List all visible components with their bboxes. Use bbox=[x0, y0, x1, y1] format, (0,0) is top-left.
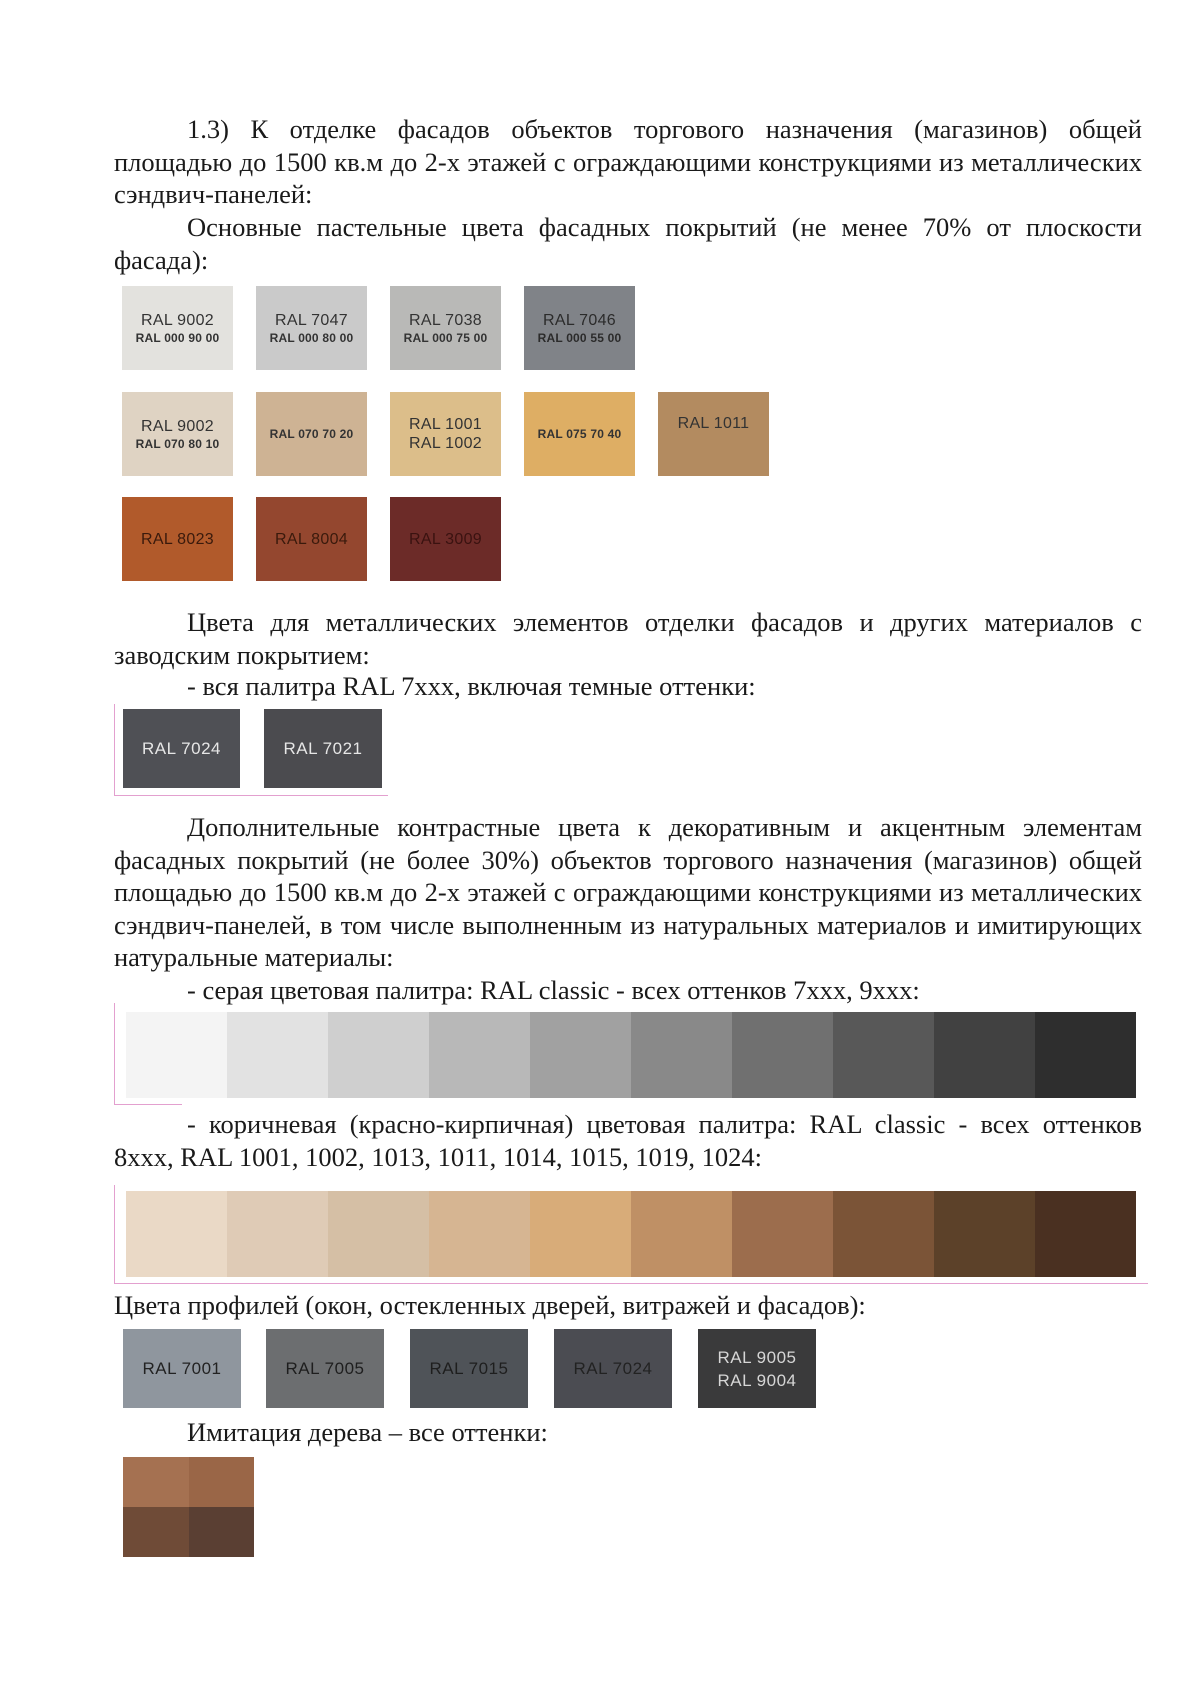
wood-tile bbox=[189, 1457, 255, 1507]
swatch-ral-070-70-20 bbox=[256, 392, 367, 476]
wood-tile bbox=[189, 1507, 255, 1557]
swatch-ral-8023 bbox=[122, 497, 233, 581]
paragraph-brown-palette: - коричневая (красно-кирпичная) цветовая палитра: RAL classic - всех оттенков 8xxx, RAL 1001, 1002, 1013, 1011, 1014, 1015, 1019, 1024: bbox=[114, 1109, 1142, 1172]
gray-palette-cell bbox=[429, 1012, 530, 1098]
swatch-label: RAL 1001 bbox=[409, 416, 482, 433]
swatch-ral-7015-profile bbox=[410, 1329, 528, 1408]
brown-palette-cell bbox=[530, 1191, 631, 1277]
swatch-sublabel: RAL 000 55 00 bbox=[537, 330, 622, 345]
swatch-label-second: RAL 9004 bbox=[717, 1370, 797, 1390]
brown-palette-cell bbox=[833, 1191, 934, 1277]
swatch-ral-7005-profile bbox=[266, 1329, 384, 1408]
brown-palette-cell bbox=[126, 1191, 227, 1277]
swatch-label: RAL 7046 bbox=[543, 311, 616, 329]
gray-palette-cell bbox=[530, 1012, 631, 1098]
swatch-label: RAL 9002 bbox=[141, 311, 214, 329]
pink-guide-line bbox=[114, 795, 388, 796]
paragraph-pastel-colors: Основные пастельные цвета фасадных покрытий (не менее 70% от плоскости фасада): bbox=[114, 212, 1142, 275]
brown-palette-cell bbox=[934, 1191, 1035, 1277]
swatch-ral-9005-profile bbox=[698, 1329, 816, 1408]
gray-palette-cell bbox=[126, 1012, 227, 1098]
brown-palette-cell bbox=[732, 1191, 833, 1277]
swatch-sublabel: RAL 070 80 10 bbox=[135, 436, 220, 451]
pink-guide-line bbox=[114, 704, 115, 796]
swatch-ral-075-70-40 bbox=[524, 392, 635, 476]
swatch-sublabel: RAL 000 75 00 bbox=[403, 330, 488, 345]
swatch-label: RAL 7005 bbox=[285, 1359, 365, 1378]
gray-palette-strip bbox=[126, 1012, 1136, 1098]
gray-palette-cell bbox=[732, 1012, 833, 1098]
swatch-label: RAL 8023 bbox=[141, 530, 214, 548]
pink-guide-line bbox=[114, 1185, 115, 1284]
swatch-label: RAL 7021 bbox=[283, 739, 363, 758]
swatch-label-second: RAL 1002 bbox=[409, 435, 482, 452]
brown-palette-cell bbox=[328, 1191, 429, 1277]
wood-tile bbox=[123, 1457, 189, 1507]
swatch-label: RAL 1011 bbox=[677, 415, 750, 432]
pink-guide-line bbox=[114, 1003, 115, 1105]
swatch-label: RAL 9002 bbox=[141, 417, 214, 435]
gray-palette-cell bbox=[1035, 1012, 1136, 1098]
swatch-label: RAL 7001 bbox=[142, 1359, 222, 1378]
swatch-ral-7038 bbox=[390, 286, 501, 370]
gray-palette-cell bbox=[833, 1012, 934, 1098]
gray-palette-cell bbox=[328, 1012, 429, 1098]
brown-palette-cell bbox=[631, 1191, 732, 1277]
swatch-ral-7046 bbox=[524, 286, 635, 370]
swatch-ral-1001 bbox=[390, 392, 501, 476]
swatch-ral-7021-metal bbox=[264, 709, 382, 788]
pink-guide-line bbox=[114, 1104, 182, 1105]
brown-palette-cell bbox=[1035, 1191, 1136, 1277]
swatch-label: RAL 7038 bbox=[409, 311, 482, 329]
wood-tile bbox=[123, 1507, 189, 1557]
swatch-ral-7047 bbox=[256, 286, 367, 370]
paragraph-ral7xxx: - вся палитра RAL 7xxx, включая темные оттенки: bbox=[187, 671, 756, 701]
swatch-sublabel: RAL 000 90 00 bbox=[135, 330, 220, 345]
swatch-ral-3009 bbox=[390, 497, 501, 581]
paragraph-profile-colors: Цвета профилей (окон, остекленных дверей, витражей и фасадов): bbox=[114, 1290, 866, 1320]
paragraph-metal-colors: Цвета для металлических элементов отделки фасадов и других материалов с заводским покрытием: bbox=[114, 607, 1142, 670]
gray-palette-cell bbox=[934, 1012, 1035, 1098]
swatch-ral-9002 bbox=[122, 286, 233, 370]
swatch-label: RAL 7024 bbox=[142, 739, 221, 758]
swatch-label: RAL 7047 bbox=[275, 311, 348, 329]
brown-palette-cell bbox=[429, 1191, 530, 1277]
paragraph-gray-palette: - серая цветовая палитра: RAL classic - всех оттенков 7xxx, 9xxx: bbox=[187, 975, 920, 1005]
pink-guide-line bbox=[114, 1283, 1148, 1284]
swatch-ral-7001-profile bbox=[123, 1329, 241, 1408]
swatch-label: RAL 7024 bbox=[573, 1359, 653, 1378]
brown-palette-strip bbox=[126, 1191, 1136, 1277]
swatch-sublabel: RAL 000 80 00 bbox=[269, 330, 354, 345]
paragraph-contrast-colors: Дополнительные контрастные цвета к декоративным и акцентным элементам фасадных покрытий (не более 30%) объектов торгового назначения (магазинов) общей площадью до 1500 кв.м до 2-х этажей с ограждающими конструкциями из металлических сэндвич-панелей, в том числе выполненным из натуральных материалов и имитирующих натуральные материалы: bbox=[114, 812, 1142, 972]
wood-imitation-swatch bbox=[123, 1457, 254, 1557]
swatch-ral-8004 bbox=[256, 497, 367, 581]
paragraph-intro: 1.3) К отделке фасадов объектов торгового назначения (магазинов) общей площадью до 1500 кв.м до 2-х этажей с ограждающими конструкциями из металлических сэндвич-панелей: bbox=[114, 114, 1142, 209]
gray-palette-cell bbox=[227, 1012, 328, 1098]
swatch-ral-7024-metal bbox=[123, 709, 240, 788]
swatch-label: RAL 7015 bbox=[429, 1359, 509, 1378]
swatch-label: RAL 3009 bbox=[409, 530, 482, 548]
swatch-sublabel: RAL 075 70 40 bbox=[537, 427, 622, 441]
brown-palette-cell bbox=[227, 1191, 328, 1277]
swatch-ral-1011 bbox=[658, 392, 769, 476]
swatch-label: RAL 8004 bbox=[275, 530, 348, 548]
paragraph-wood-imitation: Имитация дерева – все оттенки: bbox=[187, 1417, 548, 1447]
swatch-ral-9002-beige bbox=[122, 392, 233, 476]
swatch-sublabel: RAL 070 70 20 bbox=[269, 427, 354, 441]
swatch-label: RAL 9005 bbox=[717, 1347, 797, 1367]
swatch-ral-7024-profile bbox=[554, 1329, 672, 1408]
gray-palette-cell bbox=[631, 1012, 732, 1098]
